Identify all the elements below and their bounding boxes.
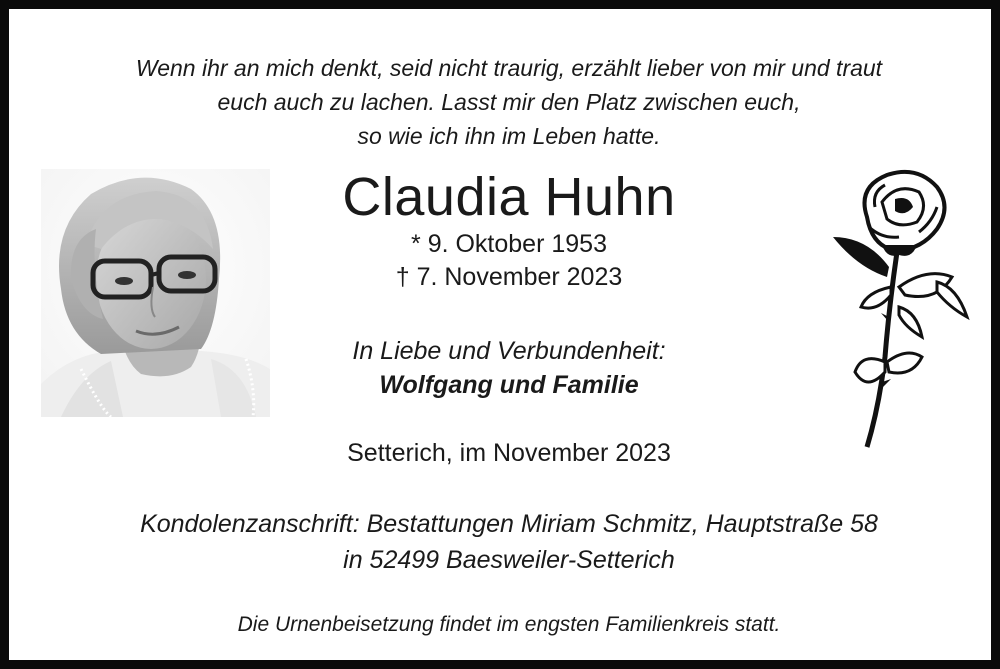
rose-icon	[827, 167, 972, 452]
mourners-names: Wolfgang und Familie	[379, 371, 639, 399]
poem-line: so wie ich ihn im Leben hatte.	[357, 123, 661, 149]
condolence-line: Kondolenzanschrift: Bestattungen Miriam Schmitz, Hauptstraße 58	[140, 510, 878, 538]
place-date: Setterich, im November 2023	[347, 439, 671, 467]
death-date: † 7. November 2023	[395, 263, 623, 291]
poem-line: Wenn ihr an mich denkt, seid nicht traurig, erzählt lieber von mir und traut	[135, 55, 883, 81]
burial-note: Die Urnenbeisetzung findet im engsten Familienkreis statt.	[237, 613, 781, 636]
condolence-address	[9, 506, 1000, 578]
mourners-intro: In Liebe und Verbundenheit:	[352, 337, 666, 365]
condolence-line: in 52499 Baesweiler-Setterich	[343, 546, 675, 574]
poem-line: euch auch zu lachen. Lasst mir den Platz zwischen euch,	[217, 89, 801, 115]
poem	[9, 51, 1000, 153]
deceased-name: Claudia Huhn	[342, 167, 676, 227]
birth-date: * 9. Oktober 1953	[411, 230, 607, 258]
